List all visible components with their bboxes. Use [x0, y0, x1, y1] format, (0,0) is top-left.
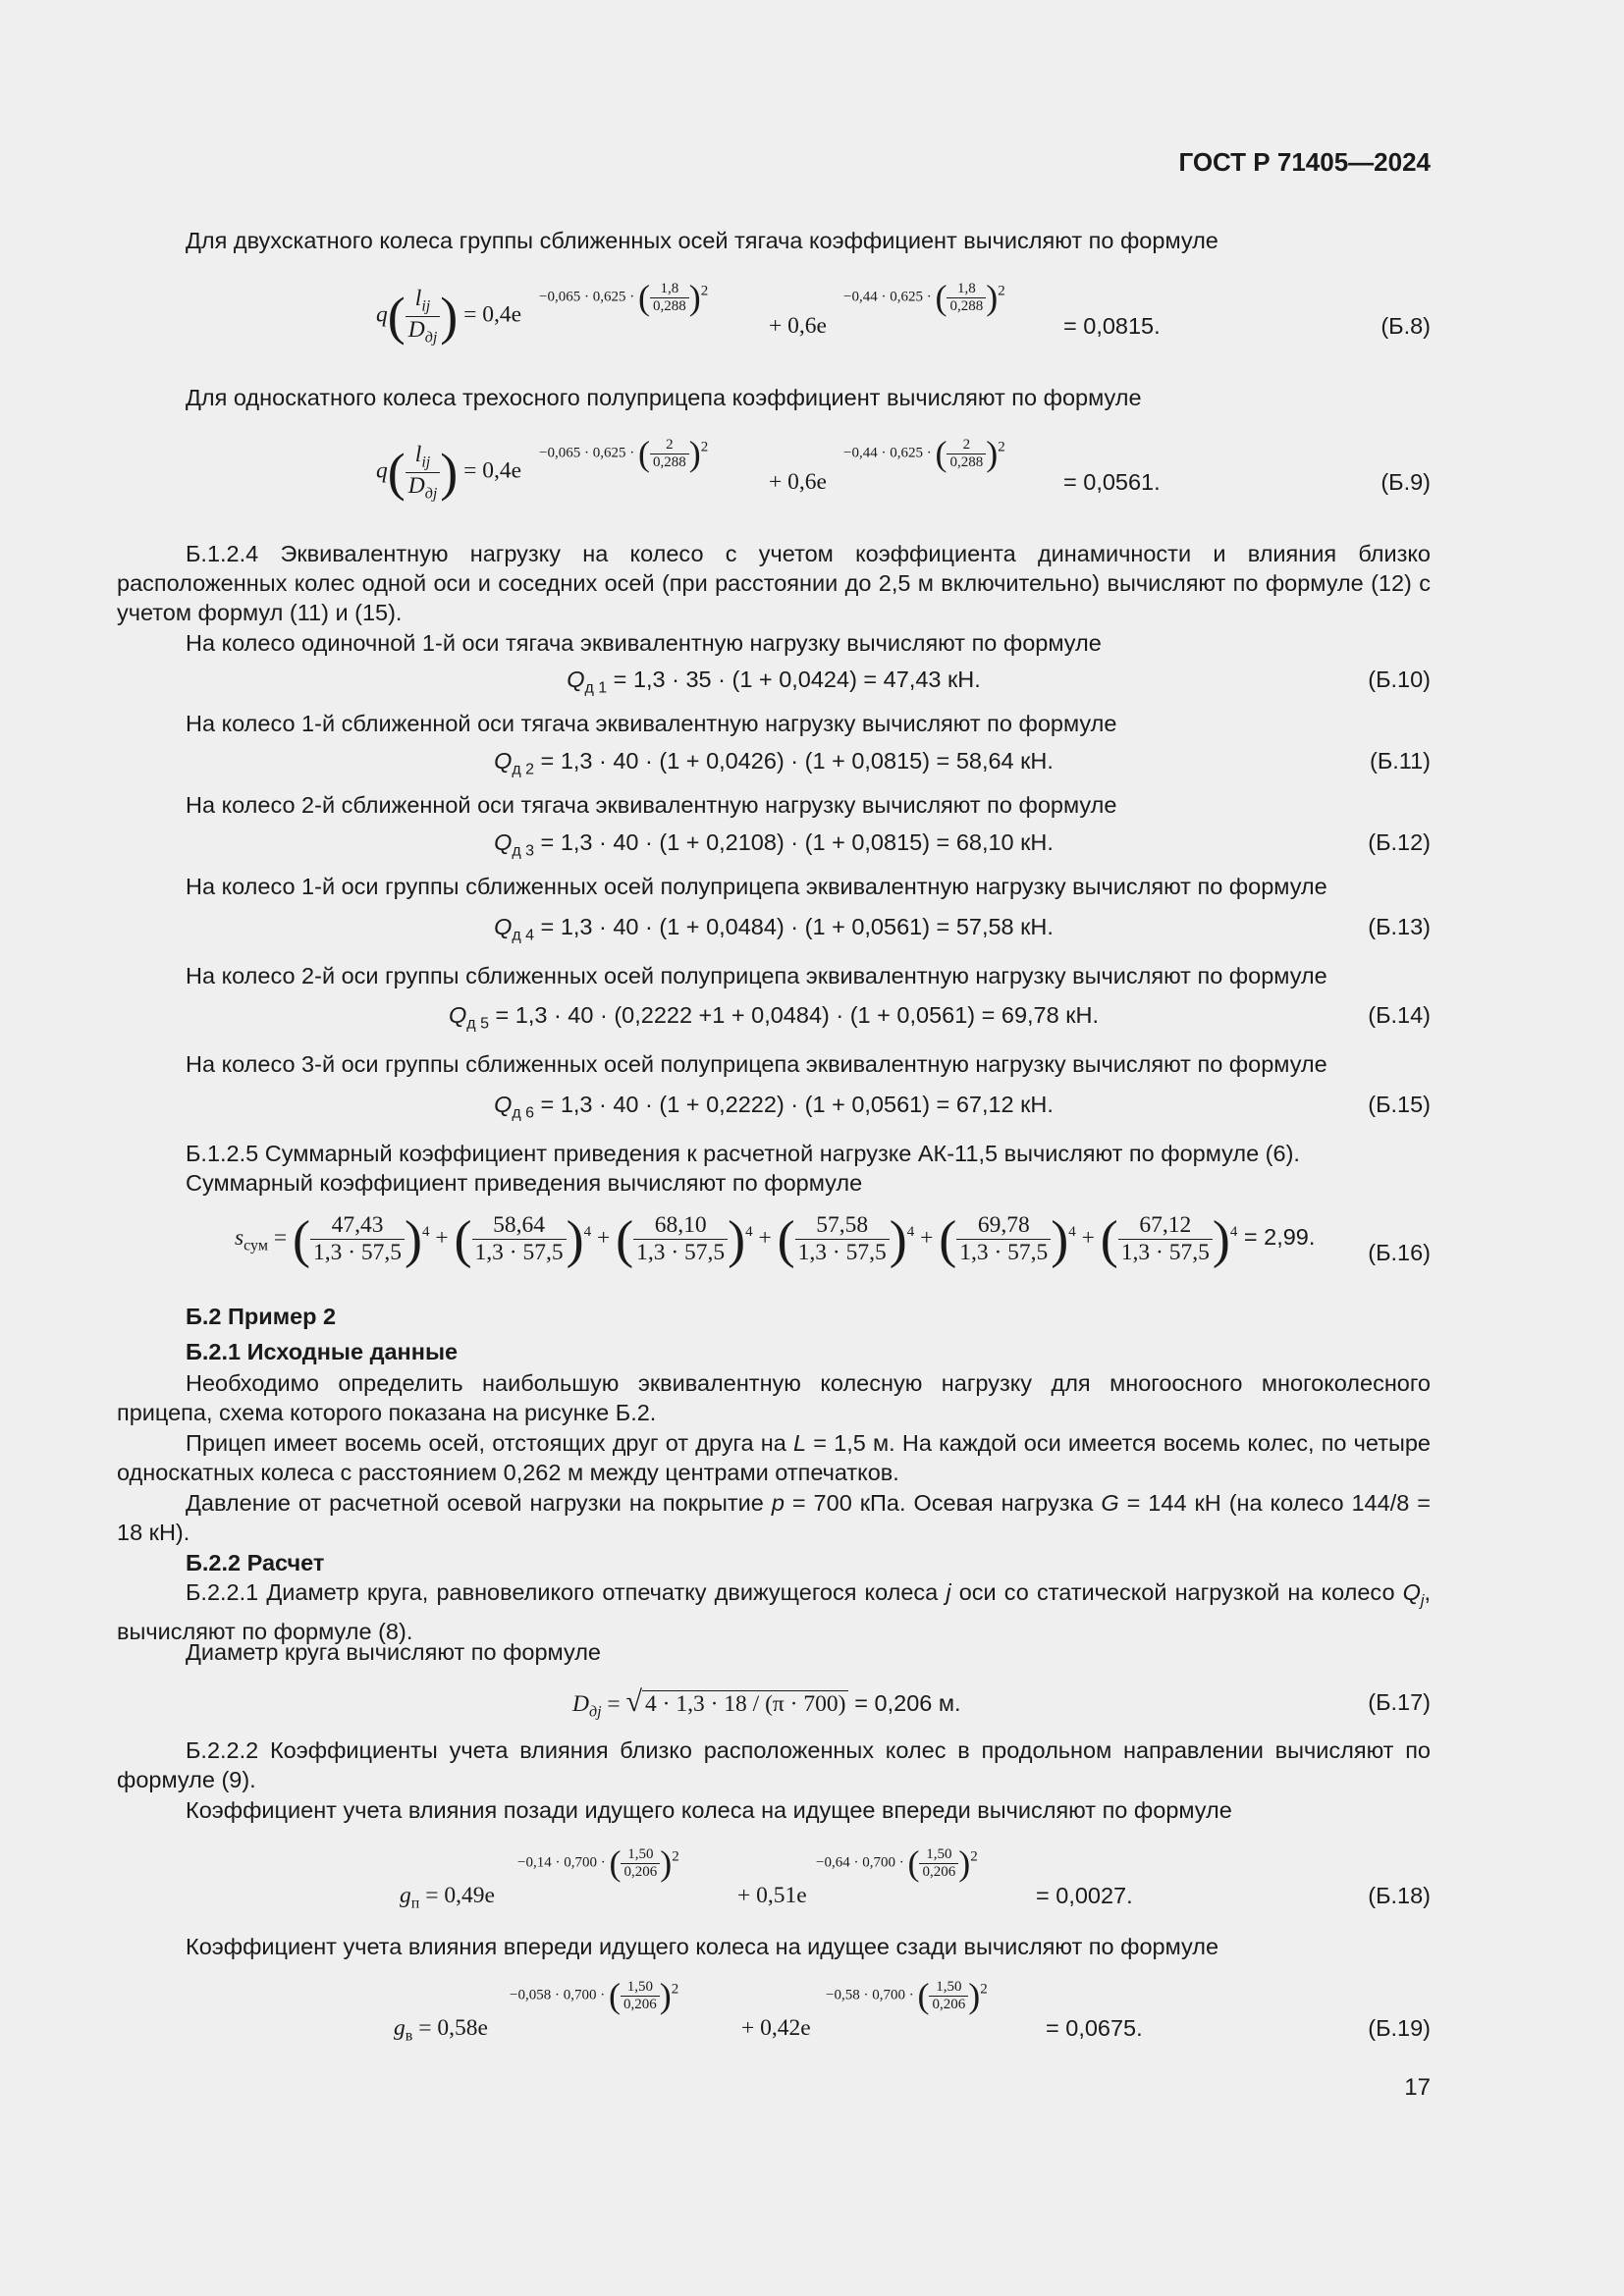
formula-number: (Б.9): [1380, 469, 1431, 495]
formula-b19: $g_в = 0,58e$ −0,058 · 0,700 · ( $\frac{1,50}{0,206}$ )2 + 0,42e −0,58 · 0,700 · ( $\frac{1,50}{0,206}$ )2 = 0,0675. (Б.19): [394, 1976, 1431, 2045]
paragraph: На колесо 2-й сближенной оси тягача эквивалентную нагрузку вычисляют по формуле: [186, 792, 1117, 818]
sum-term-power: 4: [583, 1224, 592, 1241]
page-number: 17: [1404, 2074, 1431, 2101]
formula-number: (Б.8): [1380, 313, 1431, 339]
paragraph: Коэффициент учета влияния позади идущего колеса на идущее впереди вычисляют по формуле: [186, 1797, 1232, 1823]
formula-number: (Б.15): [1368, 1092, 1431, 1117]
paragraph: На колесо 3-й оси группы сближенных осей полуприцепа эквивалентную нагрузку вычисляют по формуле: [186, 1051, 1327, 1077]
paragraph: На колесо одиночной 1-й оси тягача эквивалентную нагрузку вычисляют по формуле: [186, 630, 1102, 656]
sum-term-numerator: 57,58: [795, 1212, 890, 1240]
formula-b10: $Q_{д 1} = 1,3 \cdot 35 \cdot (1 + 0,0424) = 47,43$ кН. (Б.10): [567, 667, 1431, 697]
paragraph: Б.1.2.5 Суммарный коэффициент приведения к расчетной нагрузке АК-11,5 вычисляют по формуле (6).: [186, 1141, 1300, 1166]
formula-b15: $Q_{д 6} = 1,3 \cdot 40 \cdot (1 + 0,2222) \cdot (1 + 0,0561) = 67,12$ кН. (Б.15): [494, 1092, 1431, 1122]
paragraph: Суммарный коэффициент приведения вычисляют по формуле: [186, 1170, 863, 1196]
formula-number: (Б.10): [1368, 667, 1431, 692]
formula-b17: $D_{дj}$ = √ 4 · 1,3 · 18 / (π · 700) = 0,206 м. (Б.17): [572, 1685, 1431, 1721]
paragraph: Давление от расчетной осевой нагрузки на покрытие p = 700 кПа. Осевая нагрузка G = 144 кН (на колесо 144/8 = 18 кН).: [117, 1490, 1431, 1545]
section-heading: Б.2.1 Исходные данные: [186, 1339, 459, 1364]
sqrt-sign: √: [625, 1685, 643, 1718]
section-heading: Б.2 Пример 2: [186, 1304, 337, 1329]
sum-term-power: 4: [1229, 1224, 1238, 1241]
plus-sign: +: [914, 1224, 940, 1251]
paragraph: Б.1.2.4 Эквивалентную нагрузку на колесо с учетом коэффициента динамичности и влияния близко расположенных колес одной оси и соседних осей (при расстоянии до 2,5 м включительно) вычисляют по формуле (12) с учетом формул (11) и (15).: [117, 541, 1431, 625]
plus-sign: +: [752, 1224, 778, 1251]
sum-term-numerator: 67,12: [1118, 1212, 1213, 1240]
formula-number: (Б.13): [1368, 914, 1431, 939]
paragraph: Для двухскатного колеса группы сближенных осей тягача коэффициент вычисляют по формуле: [186, 228, 1218, 253]
paragraph: Б.2.2.1 Диаметр круга, равновеликого отпечатку движущегося колеса j оси со статической нагрузкой на колесо $Q_j$, вычисляют по формуле (8).: [117, 1579, 1432, 1644]
sum-term-numerator: 69,78: [956, 1212, 1051, 1240]
document-header: ГОСТ Р 71405—2024: [1178, 147, 1431, 177]
paragraph: На колесо 2-й оси группы сближенных осей полуприцепа эквивалентную нагрузку вычисляют по формуле: [186, 963, 1327, 988]
formula-b9: q( $\frac{l_{ij}}{D_{дj}}$ ) = 0,4e −0,065 · 0,625 · ( $\frac{2}{0,288}$ )2 + 0,6e −0,44 · 0,625 · ( $\frac{2}{0,288}$ )2 = 0,0561. (Б.9): [376, 434, 1431, 503]
sum-term-numerator: 68,10: [633, 1212, 728, 1240]
formula-b16: $s_{сум}$ = ( $\frac{47,43}{1,3 \cdot 57,5}$ )$^4$ + ( $\frac{58,64}{1,3 \cdot 57,5}$ )$^4$ + ( $\frac{68,10}{1,3 \cdot 57,5}$ )$^4$ + ( $\frac{57,58}{1,3 \cdot 57,5}$ )$^4$ + ( $\frac{69,78}{1,3 \cdot 57,5}$ )$^4$ + ( $\frac{67,12}{1,3 \cdot 57,5}$ )$^4$ = 2,99. (Б.16): [235, 1209, 1431, 1269]
sum-result: = 2,99.: [1237, 1223, 1316, 1250]
formula-b14: $Q_{д 5} = 1,3 \cdot 40 \cdot (0,2222 +1 + 0,0484) \cdot (1 + 0,0561) = 69,78$ кН. (Б.14): [449, 1002, 1431, 1033]
plus-sign: +: [1075, 1224, 1101, 1251]
sum-term: ( $\frac{57,58}{1,3 \cdot 57,5}$ )$^4$: [777, 1209, 915, 1269]
sum-term-numerator: 58,64: [472, 1212, 567, 1240]
formula-b11: $Q_{д 2} = 1,3 \cdot 40 \cdot (1 + 0,0426) \cdot (1 + 0,0815) = 58,64$ кН. (Б.11): [494, 748, 1431, 778]
sum-term: ( $\frac{58,64}{1,3 \cdot 57,5}$ )$^4$: [454, 1209, 592, 1269]
section-heading: Б.2.2 Расчет: [186, 1550, 325, 1575]
plus-sign: +: [429, 1224, 455, 1251]
paragraph: На колесо 1-й сближенной оси тягача эквивалентную нагрузку вычисляют по формуле: [186, 711, 1117, 736]
sum-term: ( $\frac{47,43}{1,3 \cdot 57,5}$ )$^4$: [292, 1209, 430, 1269]
sum-term-numerator: 47,43: [310, 1212, 405, 1240]
sum-term-denominator: 1,3 · 57,5: [312, 1240, 403, 1265]
sum-term: ( $\frac{67,12}{1,3 \cdot 57,5}$ )$^4$: [1100, 1209, 1238, 1269]
sum-term-power: 4: [1068, 1224, 1076, 1241]
paragraph: Прицеп имеет восемь осей, отстоящих друг от друга на L = 1,5 м. На каждой оси имеется восемь колес, по четыре односкатных колеса с расстоянием 0,262 м между центрами отпечатков.: [117, 1430, 1432, 1485]
formula-number: (Б.18): [1368, 1883, 1431, 1908]
sum-term-power: 4: [422, 1224, 430, 1241]
formula-b12: $Q_{д 3} = 1,3 \cdot 40 \cdot (1 + 0,2108) \cdot (1 + 0,0815) = 68,10$ кН. (Б.12): [494, 829, 1431, 860]
sum-term-denominator: 1,3 · 57,5: [474, 1240, 564, 1265]
sum-term: ( $\frac{68,10}{1,3 \cdot 57,5}$ )$^4$: [616, 1209, 753, 1269]
sum-term-denominator: 1,3 · 57,5: [797, 1240, 887, 1265]
formula-number: (Б.17): [1368, 1689, 1431, 1715]
paragraph: Для односкатного колеса трехосного полуприцепа коэффициент вычисляют по формуле: [186, 385, 1142, 410]
sum-term-denominator: 1,3 · 57,5: [959, 1240, 1049, 1265]
formula-number: (Б.14): [1368, 1002, 1431, 1028]
paragraph: На колесо 1-й оси группы сближенных осей полуприцепа эквивалентную нагрузку вычисляют по формуле: [186, 874, 1327, 899]
sum-term: ( $\frac{69,78}{1,3 \cdot 57,5}$ )$^4$: [939, 1209, 1076, 1269]
formula-b13: $Q_{д 4} = 1,3 \cdot 40 \cdot (1 + 0,0484) \cdot (1 + 0,0561) = 57,58$ кН. (Б.13): [494, 914, 1431, 944]
plus-sign: +: [591, 1224, 617, 1251]
sum-term-denominator: 1,3 · 57,5: [636, 1240, 726, 1265]
sum-term-denominator: 1,3 · 57,5: [1120, 1240, 1210, 1265]
sum-term-power: 4: [906, 1224, 915, 1241]
paragraph: Б.2.2.2 Коэффициенты учета влияния близко расположенных колес в продольном направлении вычисляют по формуле (9).: [117, 1737, 1431, 1792]
formula-number: (Б.11): [1370, 748, 1431, 774]
formula-b8: q( $\frac{l_{ij}}{D_{дj}}$ ) = 0,4e −0,065 · 0,625 · ( $\frac{1,8}{0,288}$ )2 + 0,6e −0,44 · 0,625 · ( $\frac{1,8}{0,288}$ )2 = 0,0815. (Б.8): [376, 278, 1431, 347]
formula-b18: $g_п = 0,49e$ −0,14 · 0,700 · ( $\frac{1,50}{0,206}$ )2 + 0,51e −0,64 · 0,700 · ( $\frac{1,50}{0,206}$ )2 = 0,0027. (Б.18): [400, 1843, 1431, 1912]
formula-number: (Б.12): [1368, 829, 1431, 855]
paragraph: Диаметр круга вычисляют по формуле: [186, 1639, 601, 1665]
formula-number: (Б.19): [1368, 2015, 1431, 2041]
formula-number: (Б.16): [1368, 1240, 1431, 1265]
sum-term-power: 4: [745, 1224, 753, 1241]
paragraph: Необходимо определить наибольшую эквивалентную колесную нагрузку для многоосного многоколесного прицепа, схема которого показана на рисунке Б.2.: [117, 1370, 1431, 1425]
paragraph: Коэффициент учета влияния впереди идущего колеса на идущее сзади вычисляют по формуле: [186, 1934, 1219, 1959]
